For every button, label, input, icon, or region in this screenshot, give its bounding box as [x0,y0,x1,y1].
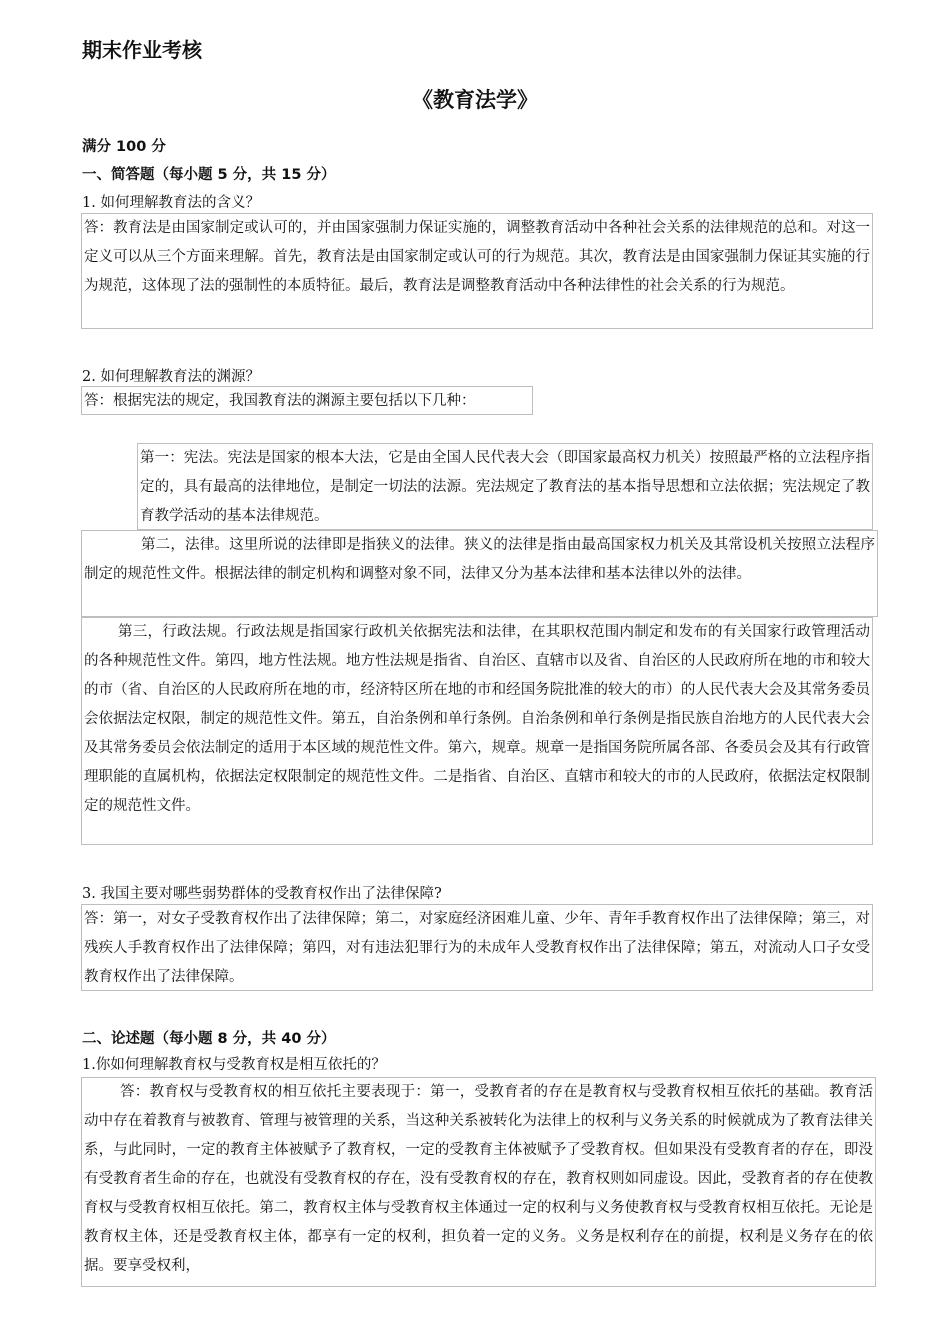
answer-1-2-para-1: 第一：宪法。宪法是国家的根本大法，它是由全国人民代表大会（即国家最高权力机关）按照最严格的立法程序指定的，具有最高的法律地位，是制定一切法的法源。宪法规定了教育法的基本指导思想和立法依据；宪法规定了教育教学活动的基本法律规范。 [137,443,873,530]
question-1-3: 3. 我国主要对哪些弱势群体的受教育权作出了法律保障? [82,886,442,902]
answer-2-1: 答：教育权与受教育权的相互依托主要表现于：第一，受教育者的存在是教育权与受教育权相互依托的基础。教育活动中存在着教育与被教育、管理与被管理的关系，当这种关系被转化为法律上的权利与义务关系的时候就成为了教育法律关系，与此同时，一定的教育主体被赋予了教育权，一定的受教育主体被赋予了受教育权。但如果没有受教育者的存在，即没有受教育者生命的存在，也就没有受教育权的存在，没有受教育权的存在，教育权则如同虚设。因此，受教育者的存在使教育权与受教育权相互依托。第二，教育权主体与受教育权主体通过一定的权利与义务使教育权与受教育权相互依托。无论是教育权主体，还是受教育权主体，都享有一定的权利，担负着一定的义务。义务是权利存在的前提，权利是义务存在的依据。要享受权利， [81,1077,876,1287]
section-1-heading: 一、简答题（每小题 5 分，共 15 分） [82,167,336,183]
document-title: 《教育法学》 [412,88,538,112]
total-score: 满分 100 分 [82,139,166,155]
answer-1-1: 答：教育法是由国家制定或认可的，并由国家强制力保证实施的，调整教育活动中各种社会关系的法律规范的总和。对这一定义可以从三个方面来理解。首先，教育法是由国家制定或认可的行为规范。其次，教育法是由国家强制力保证其实施的行为规范，这体现了法的强制性的本质特征。最后，教育法是调整教育活动中各种法律性的社会关系的行为规范。 [81,213,873,329]
question-2-1: 1.你如何理解教育权与受教育权是相互依托的？ [82,1057,386,1073]
question-1-2: 2. 如何理解教育法的渊源？ [82,369,260,385]
answer-1-3: 答：第一，对女子受教育权作出了法律保障；第二，对家庭经济困难儿童、少年、青年手教育权作出了法律保障；第三，对残疾人手教育权作出了法律保障；第四，对有违法犯罪行为的未成年人受教育权作出了法律保障；第五，对流动人口子女受教育权作出了法律保障。 [81,904,873,991]
section-2-heading: 二、论述题（每小题 8 分，共 40 分） [82,1031,336,1047]
answer-1-2-intro: 答：根据宪法的规定，我国教育法的渊源主要包括以下几种： [81,386,533,415]
answer-1-2-para-2: 第二，法律。这里所说的法律即是指狭义的法律。狭义的法律是指由最高国家权力机关及其常设机关按照立法程序制定的规范性文件。根据法律的制定机构和调整对象不同，法律又分为基本法律和基本法律以外的法律。 [81,530,878,617]
answer-1-2-para-3: 第三，行政法规。行政法规是指国家行政机关依据宪法和法律，在其职权范围内制定和发布的有关国家行政管理活动的各种规范性文件。第四，地方性法规。地方性法规是指省、自治区、直辖市以及省、自治区的人民政府所在地的市和较大的市（省、自治区的人民政府所在地的市，经济特区所在地的市和经国务院批准的较大的市）的人民代表大会及其常务委员会依据法定权限，制定的规范性文件。第五，自治条例和单行条例。自治条例和单行条例是指民族自治地方的人民代表大会及其常务委员会依法制定的适用于本区域的规范性文件。第六，规章。规章一是指国务院所属各部、各委员会及其有行政管理职能的直属机构，依据法定权限制定的规范性文件。二是指省、自治区、直辖市和较大的市的人民政府，依据法定权限制定的规范性文件。 [81,617,873,845]
page-header: 期末作业考核 [82,38,202,62]
question-1-1: 1. 如何理解教育法的含义？ [82,195,260,211]
